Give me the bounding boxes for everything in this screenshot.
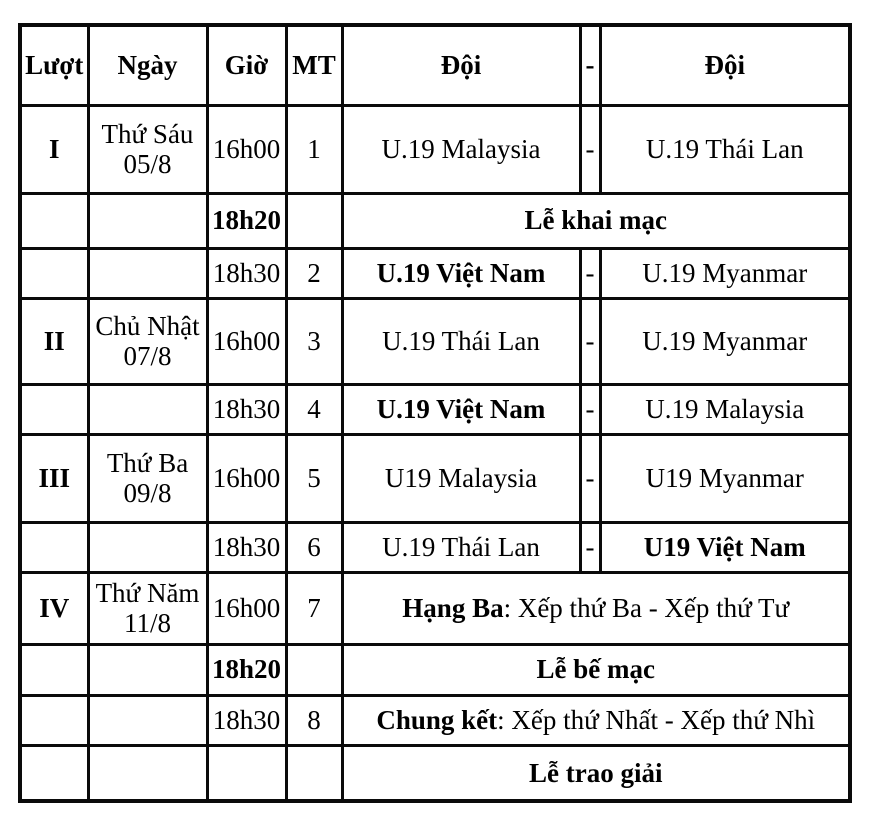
match-number-cell: 5: [286, 434, 342, 522]
match-number-cell: [286, 193, 342, 248]
ceremony-cell: Lễ bế mạc: [342, 644, 850, 695]
home-team-cell: U19 Malaysia: [342, 434, 580, 522]
weekday-text: Thứ Sáu: [101, 118, 194, 149]
away-team-cell: U.19 Myanmar: [600, 248, 850, 298]
match-number-cell: 4: [286, 384, 342, 434]
col-header-separator: -: [580, 25, 600, 105]
home-team-cell: U.19 Việt Nam: [342, 248, 580, 298]
date-cell: [88, 384, 207, 434]
time-cell: 18h30: [207, 384, 286, 434]
final-match-cell: [342, 695, 850, 745]
round-cell: [20, 248, 88, 298]
round-cell: [20, 644, 88, 695]
separator-cell: -: [580, 384, 600, 434]
time-cell: 16h00: [207, 105, 286, 193]
schedule-row: [20, 248, 850, 298]
date-text: 05/8: [123, 149, 172, 179]
match-number-cell: 6: [286, 522, 342, 572]
round-cell: [20, 193, 88, 248]
ceremony-cell: Lễ trao giải: [342, 745, 850, 801]
schedule-row: [20, 384, 850, 434]
away-team-cell: U19 Myanmar: [600, 434, 850, 522]
separator-cell: -: [580, 248, 600, 298]
match-number-cell: [286, 745, 342, 801]
weekday-text: Thứ Ba: [106, 447, 189, 478]
round-cell: [20, 695, 88, 745]
schedule-body: [20, 105, 850, 801]
tournament-schedule-table: [18, 23, 852, 803]
home-team-cell: U.19 Thái Lan: [342, 522, 580, 572]
ceremony-cell: Lễ khai mạc: [342, 193, 850, 248]
col-header-home-team: Đội: [342, 25, 580, 105]
time-cell: 18h30: [207, 522, 286, 572]
away-team-cell: U.19 Myanmar: [600, 298, 850, 384]
home-team-cell: U.19 Việt Nam: [342, 384, 580, 434]
date-cell: [88, 572, 207, 644]
away-team-cell: U.19 Thái Lan: [600, 105, 850, 193]
schedule-row: [20, 434, 850, 522]
date-cell: [88, 522, 207, 572]
round-cell: II: [20, 298, 88, 384]
match-number-cell: 3: [286, 298, 342, 384]
time-cell: [207, 745, 286, 801]
weekday-text: Thứ Năm: [95, 577, 200, 608]
time-cell: 16h00: [207, 434, 286, 522]
final-match-label: Chung kết: [376, 704, 498, 735]
match-number-cell: 2: [286, 248, 342, 298]
schedule-row: [20, 105, 850, 193]
match-number-cell: [286, 644, 342, 695]
header-row: [20, 25, 850, 105]
time-cell: 16h00: [207, 298, 286, 384]
time-cell: 18h30: [207, 695, 286, 745]
home-team-cell: U.19 Malaysia: [342, 105, 580, 193]
separator-cell: -: [580, 434, 600, 522]
round-cell: [20, 384, 88, 434]
round-cell: III: [20, 434, 88, 522]
date-cell: [88, 298, 207, 384]
round-cell: [20, 745, 88, 801]
schedule-row: [20, 695, 850, 745]
col-header-date: Ngày: [88, 25, 207, 105]
date-text: 07/8: [123, 341, 172, 371]
weekday-text: Chủ Nhật: [95, 310, 200, 341]
date-cell: [88, 644, 207, 695]
separator-cell: -: [580, 105, 600, 193]
col-header-away-team: Đội: [600, 25, 850, 105]
date-text: 09/8: [123, 478, 172, 508]
schedule-row: [20, 572, 850, 644]
schedule-row: [20, 298, 850, 384]
separator-cell: -: [580, 522, 600, 572]
time-cell: 18h30: [207, 248, 286, 298]
final-match-detail: : Xếp thứ Nhất - Xếp thứ Nhì: [497, 704, 816, 735]
final-match-cell: [342, 572, 850, 644]
match-number-cell: 1: [286, 105, 342, 193]
final-match-label: Hạng Ba: [402, 592, 504, 623]
time-cell: 18h20: [207, 193, 286, 248]
round-cell: [20, 522, 88, 572]
schedule-row: [20, 745, 850, 801]
round-cell: IV: [20, 572, 88, 644]
date-cell: [88, 745, 207, 801]
schedule-row: [20, 193, 850, 248]
time-cell: 16h00: [207, 572, 286, 644]
date-cell: [88, 248, 207, 298]
schedule-row: [20, 522, 850, 572]
match-number-cell: 8: [286, 695, 342, 745]
time-cell: 18h20: [207, 644, 286, 695]
date-cell: [88, 105, 207, 193]
home-team-cell: U.19 Thái Lan: [342, 298, 580, 384]
col-header-match-no: MT: [286, 25, 342, 105]
match-number-cell: 7: [286, 572, 342, 644]
date-cell: [88, 193, 207, 248]
schedule-row: [20, 644, 850, 695]
away-team-cell: U.19 Malaysia: [600, 384, 850, 434]
col-header-time: Giờ: [207, 25, 286, 105]
date-text: 11/8: [124, 608, 171, 638]
date-cell: [88, 695, 207, 745]
away-team-cell: U19 Việt Nam: [600, 522, 850, 572]
final-match-detail: : Xếp thứ Ba - Xếp thứ Tư: [503, 592, 790, 623]
round-cell: I: [20, 105, 88, 193]
date-cell: [88, 434, 207, 522]
col-header-round: Lượt: [20, 25, 88, 105]
separator-cell: -: [580, 298, 600, 384]
